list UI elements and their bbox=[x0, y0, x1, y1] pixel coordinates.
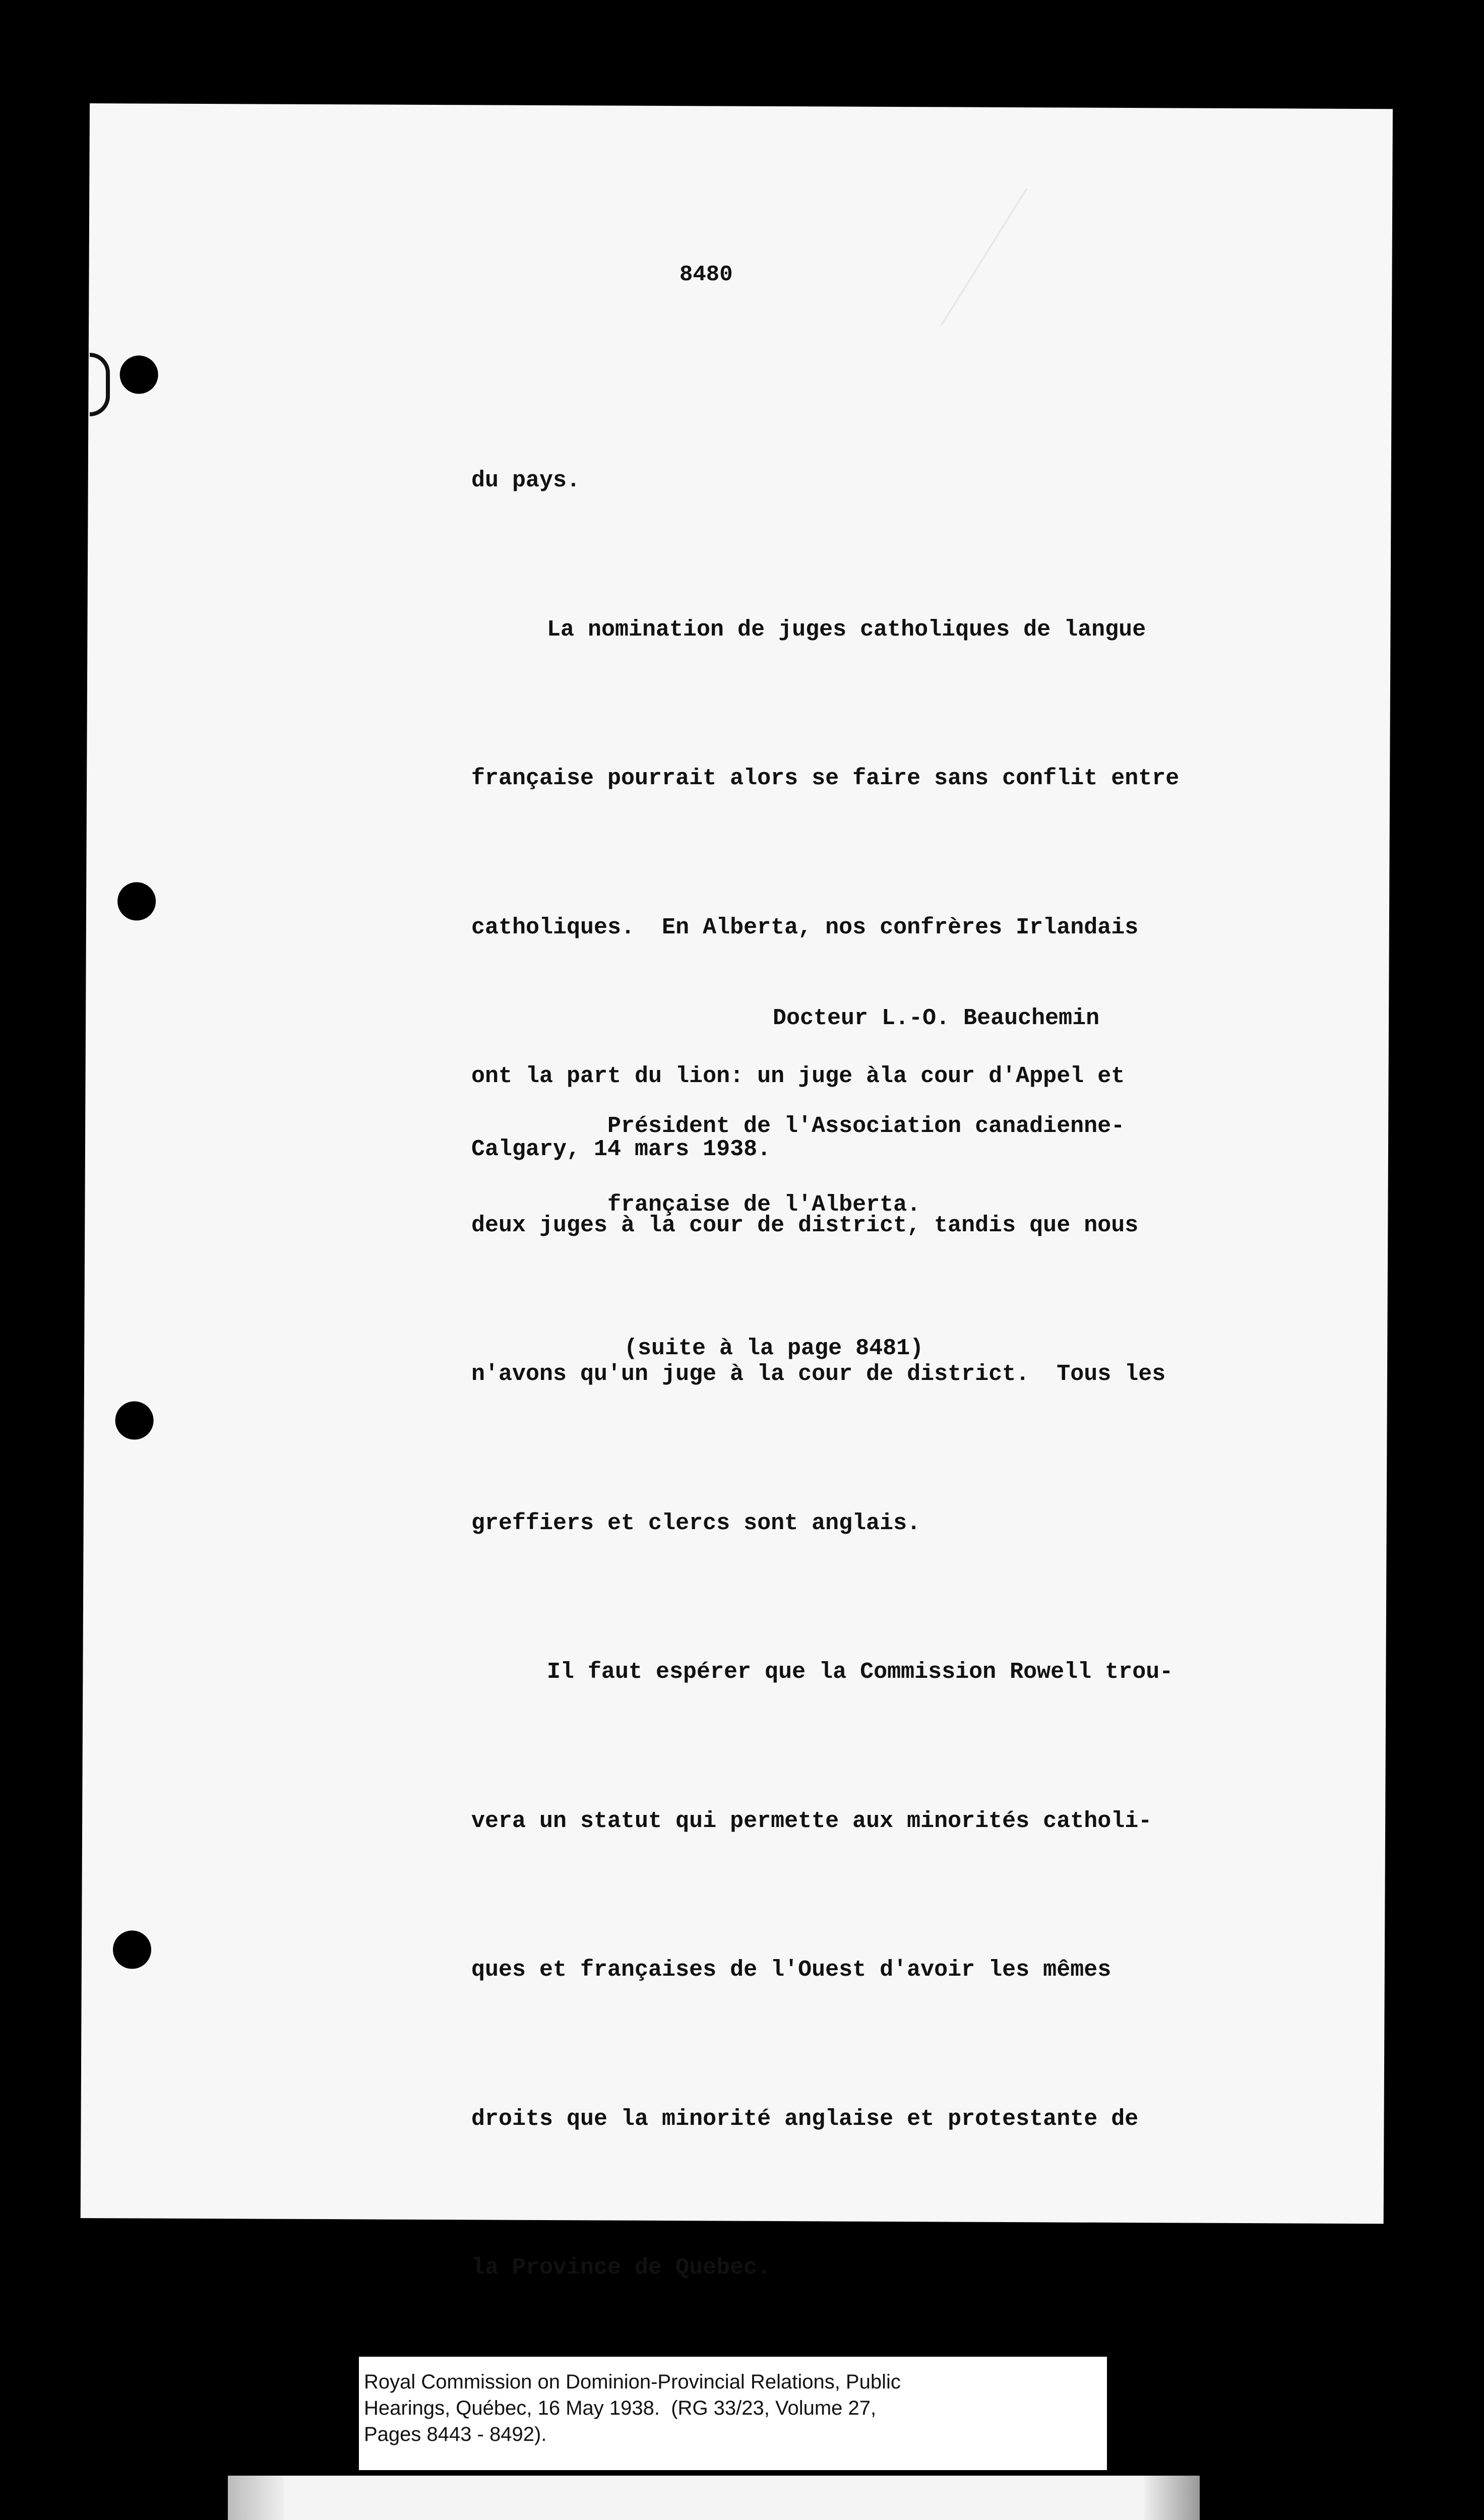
page-number: 8480 bbox=[679, 262, 733, 287]
archives-stamp bbox=[228, 2476, 1200, 2520]
archive-label bbox=[359, 2357, 1107, 2470]
text-line: catholiques. En Alberta, nos confrères Irlandais bbox=[471, 914, 1139, 940]
text-line: Il faut espérer que la Commission Rowell trou- bbox=[547, 1659, 1173, 1685]
punch-hole bbox=[117, 882, 156, 920]
text-line: ont la part du lion: un juge àla cour d'Appel et bbox=[471, 1063, 1125, 1089]
text-line: la Province de Quebec. bbox=[471, 2255, 771, 2281]
text-line: La nomination de juges catholiques de langue bbox=[547, 616, 1146, 643]
signature-title-line: Président de l'Association canadienne- bbox=[607, 1113, 1125, 1139]
text-line: du pays. bbox=[471, 468, 581, 493]
punch-hole bbox=[119, 355, 158, 394]
text-line: n'avons qu'un juge à la cour de district. Tous les bbox=[471, 1361, 1166, 1387]
continued-note: (suite à la page 8481) bbox=[624, 1336, 924, 1361]
text-line: droits que la minorité anglaise et protestante de bbox=[471, 2106, 1139, 2132]
signature-name: Docteur L.-O. Beauchemin bbox=[773, 1005, 1100, 1031]
text-line: française pourrait alors se faire sans conflit entre bbox=[471, 766, 1180, 791]
text-line: greffiers et clercs sont anglais. bbox=[471, 1510, 921, 1536]
archive-label-line: Hearings, Québec, 16 May 1938. (RG 33/23, Volume 27, bbox=[364, 2397, 877, 2419]
place-and-date: Calgary, 14 mars 1938. bbox=[471, 1137, 771, 1162]
punch-hole bbox=[115, 1401, 153, 1439]
punch-hole bbox=[113, 1930, 151, 1969]
stamp-line bbox=[228, 2476, 1200, 2520]
text-line: vera un statut qui permette aux minorités catholi- bbox=[471, 1808, 1152, 1834]
signature-title-line: française de l'Alberta. bbox=[607, 1192, 921, 1218]
archive-label-line: Pages 8443 - 8492). bbox=[364, 2423, 547, 2445]
text-line: deux juges à la cour de district, tandis que nous bbox=[471, 1212, 1139, 1238]
archive-label-line: Royal Commission on Dominion-Provincial Relations, Public bbox=[364, 2371, 901, 2393]
text-line: ques et françaises de l'Ouest d'avoir les mêmes bbox=[471, 1957, 1111, 1983]
